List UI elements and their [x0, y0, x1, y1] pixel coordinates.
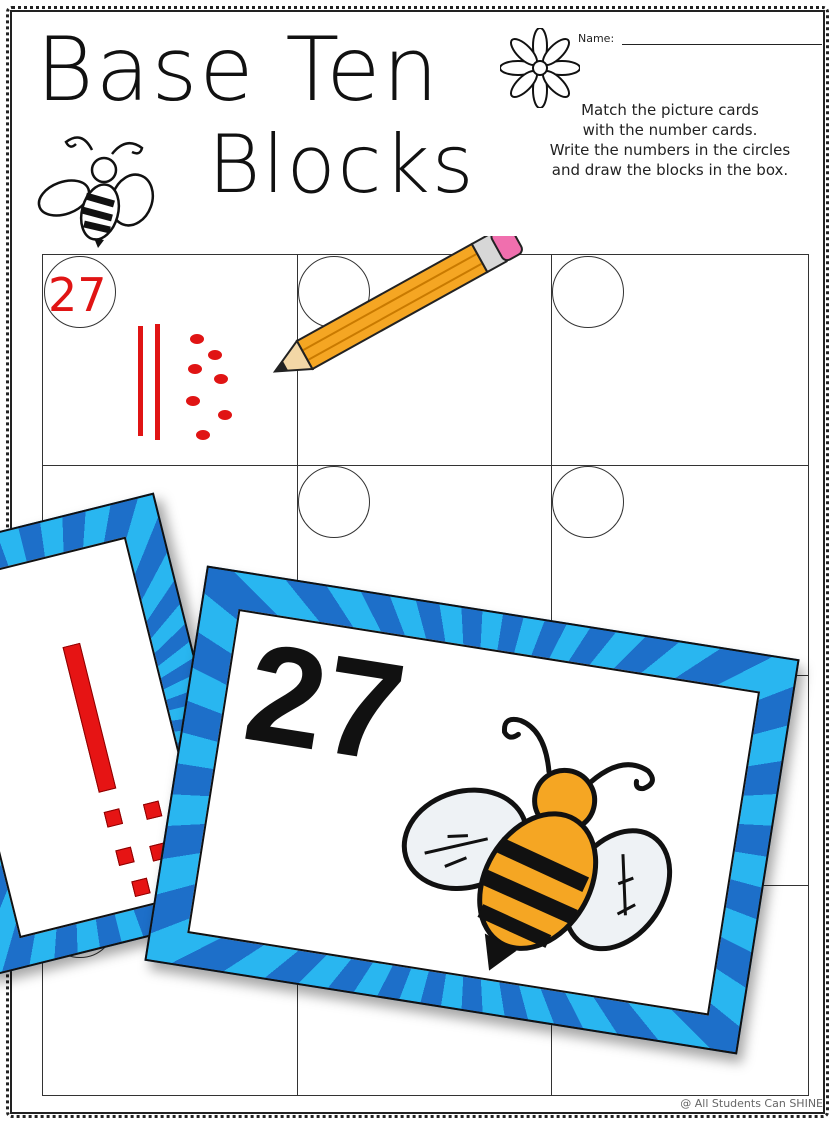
- ones-dot: [218, 410, 232, 420]
- title-line-2: Blocks: [208, 118, 476, 211]
- instruction-line: Match the picture cards: [581, 101, 759, 119]
- answer-circle[interactable]: [298, 466, 370, 538]
- answer-circle[interactable]: [552, 256, 624, 328]
- ones-dot: [196, 430, 210, 440]
- tens-rod: [138, 326, 143, 436]
- name-label: Name:: [578, 32, 615, 45]
- answer-circle[interactable]: [552, 466, 624, 538]
- ones-dot: [208, 350, 222, 360]
- card-number: 27: [235, 612, 415, 792]
- written-answer: 27: [48, 268, 107, 322]
- bee-icon: [30, 120, 160, 250]
- bee-illustration: [368, 679, 708, 1002]
- ones-dot: [190, 334, 204, 344]
- flower-icon: [500, 28, 580, 108]
- ones-dot: [188, 364, 202, 374]
- ones-dot: [186, 396, 200, 406]
- tens-rod: [155, 324, 160, 440]
- instruction-line: Write the numbers in the circles: [549, 141, 791, 159]
- instruction-line: with the number cards.: [582, 121, 758, 139]
- instruction-line: and draw the blocks in the box.: [551, 161, 789, 179]
- instructions: [520, 100, 820, 180]
- title-line-1: Base Ten: [36, 18, 441, 121]
- name-line[interactable]: [622, 44, 822, 45]
- pencil-icon: [248, 236, 538, 376]
- ones-dot: [214, 374, 228, 384]
- credit: @ All Students Can SHINE: [680, 1097, 823, 1110]
